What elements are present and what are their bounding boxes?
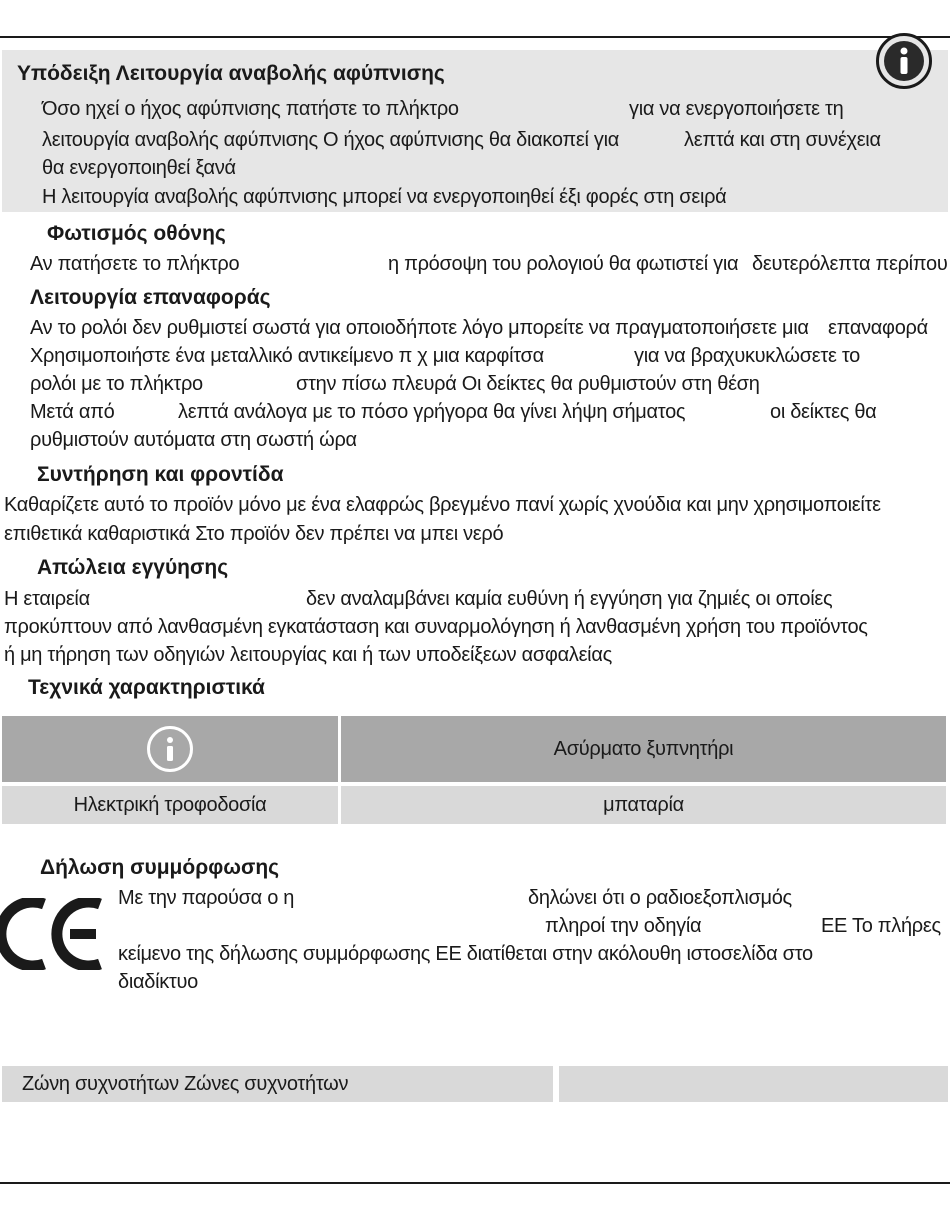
hint-line: Όσο ηχεί ο ήχος αφύπνισης πατήστε το πλήκτρο — [42, 98, 459, 120]
frequency-value — [559, 1066, 948, 1102]
specs-header-value: Ασύρματο ξυπνητήρι — [341, 716, 946, 782]
specs-row-value: μπαταρία — [341, 786, 946, 824]
reset-text: Χρησιμοποιήστε ένα μεταλλικό αντικείμενο π χ μια καρφίτσα — [30, 345, 544, 367]
hint-heading: Υπόδειξη Λειτουργία αναβολής αφύπνισης — [17, 62, 445, 85]
warranty-text: προκύπτουν από λανθασμένη εγκατάσταση και συναρμολόγηση ή λανθασμένη χρήση του προϊόντος — [4, 616, 868, 638]
reset-text: Μετά από — [30, 401, 115, 423]
hint-line: λεπτά και στη συνέχεια — [684, 129, 881, 151]
lighting-heading: Φωτισμός οθόνης — [47, 222, 226, 245]
care-text: επιθετικά καθαριστικά Στο προϊόν δεν πρέπει να μπει νερό — [4, 523, 504, 545]
reset-text: στην πίσω πλευρά Οι δείκτες θα ρυθμιστούν στη θέση — [296, 373, 760, 395]
info-icon — [876, 33, 932, 89]
lighting-text: Αν πατήσετε το πλήκτρο — [30, 253, 240, 275]
warranty-text: δεν αναλαμβάνει καμία ευθύνη ή εγγύηση για ζημιές οι οποίες — [306, 588, 833, 610]
info-icon — [147, 726, 193, 772]
specs-header-icon-cell — [2, 716, 338, 782]
frequency-label: Ζώνη συχνοτήτων Ζώνες συχνοτήτων — [2, 1066, 553, 1102]
hint-line: για να ενεργοποιήσετε τη — [629, 98, 844, 120]
reset-text: Αν το ρολόι δεν ρυθμιστεί σωστά για οποιοδήποτε λόγο μπορείτε να πραγματοποιήσετε μια — [30, 317, 809, 339]
reset-text: λεπτά ανάλογα με το πόσο γρήγορα θα γίνει λήψη σήματος — [178, 401, 686, 423]
care-text: Καθαρίζετε αυτό το προϊόν μόνο με ένα ελαφρώς βρεγμένο πανί χωρίς χνούδια και μην χρησιμοποιείτε — [4, 494, 881, 516]
reset-heading: Λειτουργία επαναφοράς — [30, 286, 271, 309]
reset-text: ρυθμιστούν αυτόματα στη σωστή ώρα — [30, 429, 357, 451]
lighting-text: η πρόσοψη του ρολογιού θα φωτιστεί για — [388, 253, 739, 275]
hint-line: Η λειτουργία αναβολής αφύπνισης μπορεί να ενεργοποιηθεί έξι φορές στη σειρά — [42, 186, 727, 208]
conformity-text: πληροί την οδηγία — [545, 915, 702, 937]
specs-row-label: Ηλεκτρική τροφοδοσία — [2, 786, 338, 824]
warranty-heading: Απώλεια εγγύησης — [37, 556, 229, 579]
reset-text: επαναφορά — [828, 317, 928, 339]
conformity-text: κείμενο της δήλωσης συμμόρφωσης ΕΕ διατίθεται στην ακόλουθη ιστοσελίδα στο — [118, 943, 813, 965]
top-rule — [0, 36, 950, 38]
warranty-text: Η εταιρεία — [4, 588, 90, 610]
reset-text: οι δείκτες θα — [770, 401, 877, 423]
specs-heading: Τεχνικά χαρακτηριστικά — [28, 676, 265, 699]
warranty-text: ή μη τήρηση των οδηγιών λειτουργίας και ή των υποδείξεων ασφαλείας — [4, 644, 612, 666]
lighting-text: δευτερόλεπτα περίπου — [752, 253, 948, 275]
care-heading: Συντήρηση και φροντίδα — [37, 463, 284, 486]
conformity-text: Με την παρούσα ο η — [118, 887, 295, 909]
hint-line: λειτουργία αναβολής αφύπνισης Ο ήχος αφύπνισης θα διακοπεί για — [42, 129, 620, 151]
bottom-rule — [0, 1182, 950, 1184]
conformity-heading: Δήλωση συμμόρφωσης — [40, 856, 280, 879]
conformity-text: διαδίκτυο — [118, 971, 198, 993]
ce-mark — [0, 898, 104, 970]
reset-text: για να βραχυκυκλώσετε το — [634, 345, 860, 367]
conformity-text: δηλώνει ότι ο ραδιοεξοπλισμός — [528, 887, 792, 909]
reset-text: ρολόι με το πλήκτρο — [30, 373, 203, 395]
conformity-text: ΕΕ Το πλήρες — [821, 915, 941, 937]
hint-line: θα ενεργοποιηθεί ξανά — [42, 157, 236, 179]
